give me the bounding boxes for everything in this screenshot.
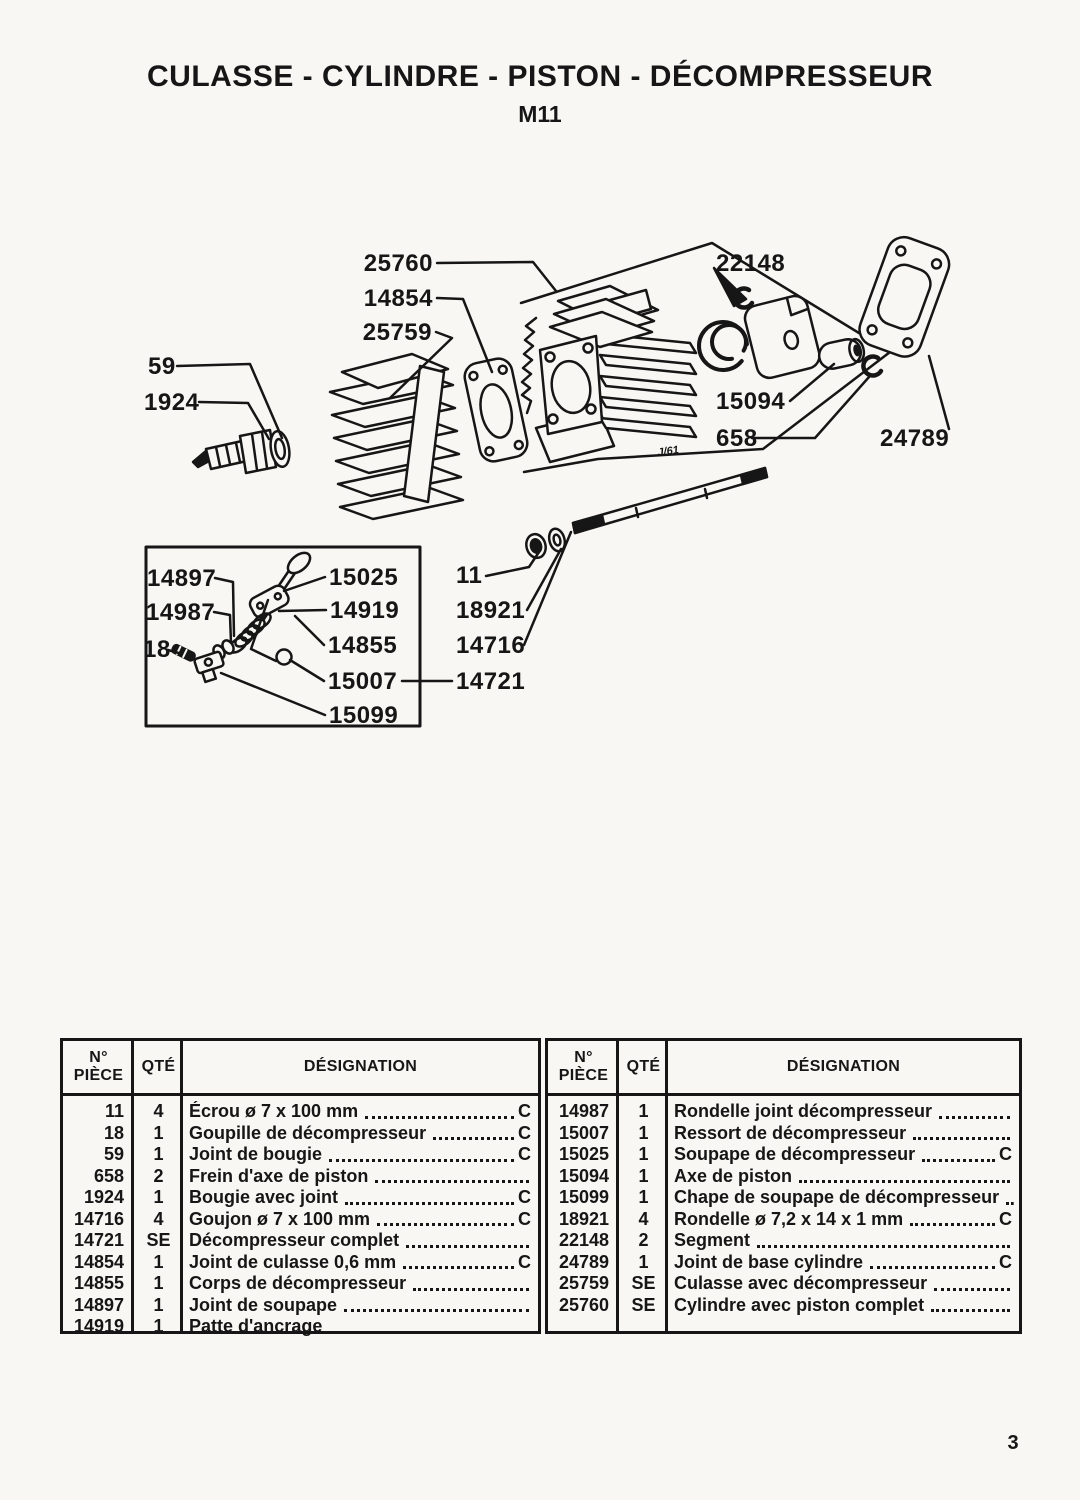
page-title: CULASSE - CYLINDRE - PISTON - DÉCOMPRESSEUR — [146, 60, 934, 93]
dotted-leader — [329, 1159, 514, 1162]
column-divider — [180, 1041, 183, 1331]
piston-shape — [689, 289, 881, 381]
model-code: M11 — [518, 101, 562, 127]
part-label-14855: 14855 — [328, 632, 398, 659]
qty-cell: 1 — [638, 1187, 649, 1207]
designation-cell — [668, 1209, 1019, 1231]
dotted-leader — [931, 1309, 1010, 1312]
part-number-cell: 15007 — [558, 1122, 609, 1143]
designation-cell — [183, 1295, 538, 1317]
part-number-cell: 658 — [93, 1165, 124, 1186]
designation-text: Patte d'ancrage — [189, 1316, 323, 1336]
stud-shape — [573, 468, 767, 533]
flag-cell: C — [518, 1251, 531, 1272]
header-qty: QTÉ — [626, 1058, 661, 1076]
qty-cell: 1 — [153, 1187, 164, 1207]
dotted-leader — [377, 1223, 514, 1226]
designation-cell — [668, 1295, 1019, 1317]
table-header — [63, 1041, 538, 1096]
parts-table-left — [60, 1038, 541, 1334]
dotted-leader — [329, 1331, 529, 1334]
cylinder-shape — [522, 286, 696, 462]
designation-text: Écrou ø 7 x 100 mm — [189, 1101, 359, 1121]
designation-cell — [668, 1166, 1019, 1188]
qty-cell: 1 — [153, 1251, 164, 1272]
part-number-cell: 22148 — [558, 1230, 609, 1250]
designation-cell — [668, 1187, 1019, 1209]
dotted-leader — [433, 1137, 514, 1140]
designation-text: Chape de soupape de décompresseur — [674, 1187, 1000, 1207]
designation-cell — [183, 1166, 538, 1188]
designation-cell — [183, 1187, 538, 1209]
designation-text: Axe de piston — [674, 1165, 793, 1186]
designation-text: Joint de base cylindre — [674, 1251, 864, 1272]
header-designation: DÉSIGNATION — [786, 1058, 901, 1076]
flag-cell: C — [518, 1208, 531, 1229]
part-label-22148: 22148 — [716, 250, 786, 277]
base-gasket-shape — [855, 232, 954, 361]
designation-text: Cylindre avec piston complet — [674, 1294, 925, 1315]
designation-cell — [668, 1230, 1019, 1252]
table-row — [63, 1252, 538, 1274]
qty-cell: 1 — [638, 1144, 649, 1164]
dotted-leader — [1006, 1202, 1014, 1205]
designation-text: Joint de culasse 0,6 mm — [189, 1251, 397, 1272]
dotted-leader — [939, 1116, 1010, 1119]
part-number-cell: 25759 — [558, 1273, 609, 1293]
part-number-cell: 1924 — [83, 1187, 124, 1207]
artist-signature: J/61 — [656, 444, 680, 459]
qty-cell: 4 — [153, 1208, 164, 1229]
designation-text: Ressort de décompresseur — [674, 1122, 907, 1143]
header-part-number: N° PIÈCE — [73, 1049, 124, 1084]
dotted-leader — [870, 1266, 995, 1269]
part-number-cell: 14919 — [73, 1316, 124, 1336]
table-row — [63, 1209, 538, 1231]
part-label-18: 18 — [143, 636, 171, 663]
designation-cell — [183, 1316, 538, 1338]
designation-cell — [183, 1273, 538, 1295]
qty-cell: 4 — [638, 1208, 649, 1229]
qty-cell: 1 — [153, 1122, 164, 1143]
dotted-leader — [406, 1245, 529, 1248]
part-label-15007: 15007 — [328, 668, 398, 695]
part-labels — [143, 250, 949, 729]
designation-text: Corps de décompresseur — [189, 1273, 407, 1293]
part-number-cell: 14854 — [73, 1251, 124, 1272]
part-label-14897: 14897 — [147, 565, 217, 592]
designation-cell — [183, 1123, 538, 1145]
part-label-14919: 14919 — [330, 597, 400, 624]
part-label-24789: 24789 — [880, 425, 950, 452]
dotted-leader — [757, 1245, 1010, 1248]
part-label-14987: 14987 — [146, 599, 216, 626]
qty-cell: 2 — [638, 1230, 649, 1250]
table-row — [63, 1123, 538, 1145]
flag-cell: C — [518, 1187, 531, 1207]
designation-text: Soupape de décompresseur — [674, 1144, 916, 1164]
qty-cell: 4 — [153, 1101, 164, 1121]
designation-cell — [183, 1230, 538, 1252]
dotted-leader — [345, 1202, 514, 1205]
designation-text: Goupille de décompresseur — [189, 1122, 427, 1143]
qty-cell: 1 — [153, 1316, 164, 1336]
parts-table-right — [545, 1038, 1022, 1334]
part-number-cell: 25760 — [558, 1294, 609, 1315]
dotted-leader — [413, 1288, 529, 1291]
flag-cell: C — [999, 1144, 1012, 1164]
dotted-leader — [344, 1309, 529, 1312]
table-row — [63, 1316, 538, 1338]
flag-cell: C — [518, 1122, 531, 1143]
part-label-11: 11 — [456, 562, 483, 589]
column-divider — [131, 1041, 134, 1331]
part-label-25760: 25760 — [363, 250, 433, 277]
designation-cell — [668, 1123, 1019, 1145]
header-designation: DÉSIGNATION — [303, 1058, 418, 1076]
part-number-cell: 14897 — [73, 1294, 124, 1315]
dotted-leader — [910, 1223, 995, 1226]
table-row — [63, 1166, 538, 1188]
designation-text: Segment — [674, 1230, 751, 1250]
column-divider — [665, 1041, 668, 1331]
table-row — [63, 1144, 538, 1166]
flag-cell: C — [999, 1208, 1012, 1229]
designation-cell — [668, 1273, 1019, 1295]
part-label-658: 658 — [716, 425, 758, 452]
part-number-cell: 14987 — [558, 1101, 609, 1121]
designation-text: Décompresseur complet — [189, 1230, 400, 1250]
designation-cell — [183, 1252, 538, 1274]
part-number-cell: 14721 — [73, 1230, 124, 1250]
qty-cell: SE — [631, 1294, 656, 1315]
part-label-14716: 14716 — [456, 632, 526, 659]
flag-cell: C — [518, 1144, 531, 1164]
dotted-leader — [913, 1137, 1010, 1140]
designation-text: Bougie avec joint — [189, 1187, 339, 1207]
qty-cell: SE — [631, 1273, 656, 1293]
part-number-cell: 11 — [104, 1101, 124, 1121]
part-number-cell: 15025 — [558, 1144, 609, 1164]
qty-cell: 2 — [153, 1165, 164, 1186]
flag-cell: C — [999, 1251, 1012, 1272]
table-row — [63, 1187, 538, 1209]
part-label-1924: 1924 — [144, 389, 200, 416]
cylinder-head-shape — [330, 354, 463, 519]
table-row — [63, 1101, 538, 1123]
part-number-cell: 15094 — [558, 1165, 609, 1186]
qty-cell: 1 — [638, 1101, 649, 1121]
part-label-14721: 14721 — [456, 668, 526, 695]
head-gasket-shape — [462, 356, 530, 464]
designation-text: Culasse avec décompresseur — [674, 1273, 928, 1293]
column-divider — [616, 1041, 619, 1331]
part-label-15094: 15094 — [716, 388, 786, 415]
table-row — [63, 1230, 538, 1252]
part-label-18921: 18921 — [456, 597, 526, 624]
part-number-cell: 18921 — [558, 1208, 609, 1229]
designation-cell — [668, 1252, 1019, 1274]
table-body — [63, 1096, 538, 1338]
designation-cell — [183, 1209, 538, 1231]
part-label-15099: 15099 — [329, 702, 399, 729]
dotted-leader — [365, 1116, 514, 1119]
designation-text: Frein d'axe de piston — [189, 1165, 369, 1186]
part-number-cell: 24789 — [558, 1251, 609, 1272]
designation-text: Joint de soupape — [189, 1294, 338, 1315]
piston-pin-shape — [817, 336, 866, 371]
dotted-leader — [375, 1180, 529, 1183]
part-label-59: 59 — [148, 353, 176, 380]
part-label-14854: 14854 — [363, 285, 433, 312]
part-number-cell: 15099 — [558, 1187, 609, 1207]
qty-cell: 1 — [638, 1122, 649, 1143]
designation-text: Goujon ø 7 x 100 mm — [189, 1208, 371, 1229]
designation-cell — [183, 1144, 538, 1166]
part-number-cell: 14716 — [73, 1208, 124, 1229]
dotted-leader — [922, 1159, 995, 1162]
designation-cell — [183, 1101, 538, 1123]
designation-text: Rondelle joint décompresseur — [674, 1101, 933, 1121]
qty-cell: 1 — [638, 1165, 649, 1186]
qty-cell: SE — [146, 1230, 171, 1250]
table-row — [63, 1295, 538, 1317]
designation-text: Joint de bougie — [189, 1144, 322, 1164]
qty-cell: 1 — [638, 1251, 649, 1272]
table-row — [63, 1273, 538, 1295]
dotted-leader — [934, 1288, 1010, 1291]
part-number-cell: 14855 — [73, 1273, 124, 1293]
qty-cell: 1 — [153, 1294, 164, 1315]
qty-cell: 1 — [153, 1144, 164, 1164]
header-part-number: N° PIÈCE — [558, 1049, 609, 1084]
designation-cell — [668, 1101, 1019, 1123]
dotted-leader — [799, 1180, 1010, 1183]
designation-text: Rondelle ø 7,2 x 14 x 1 mm — [674, 1208, 904, 1229]
spark-plug-shape — [193, 430, 292, 473]
part-number-cell: 59 — [103, 1144, 124, 1164]
qty-cell: 1 — [153, 1273, 164, 1293]
header-qty: QTÉ — [141, 1058, 176, 1076]
part-number-cell: 18 — [103, 1122, 124, 1143]
part-label-15025: 15025 — [329, 564, 399, 591]
flag-cell: C — [518, 1101, 531, 1121]
part-label-25759: 25759 — [362, 319, 432, 346]
dotted-leader — [403, 1266, 514, 1269]
designation-cell — [668, 1144, 1019, 1166]
page-number: 3 — [1007, 1432, 1019, 1454]
